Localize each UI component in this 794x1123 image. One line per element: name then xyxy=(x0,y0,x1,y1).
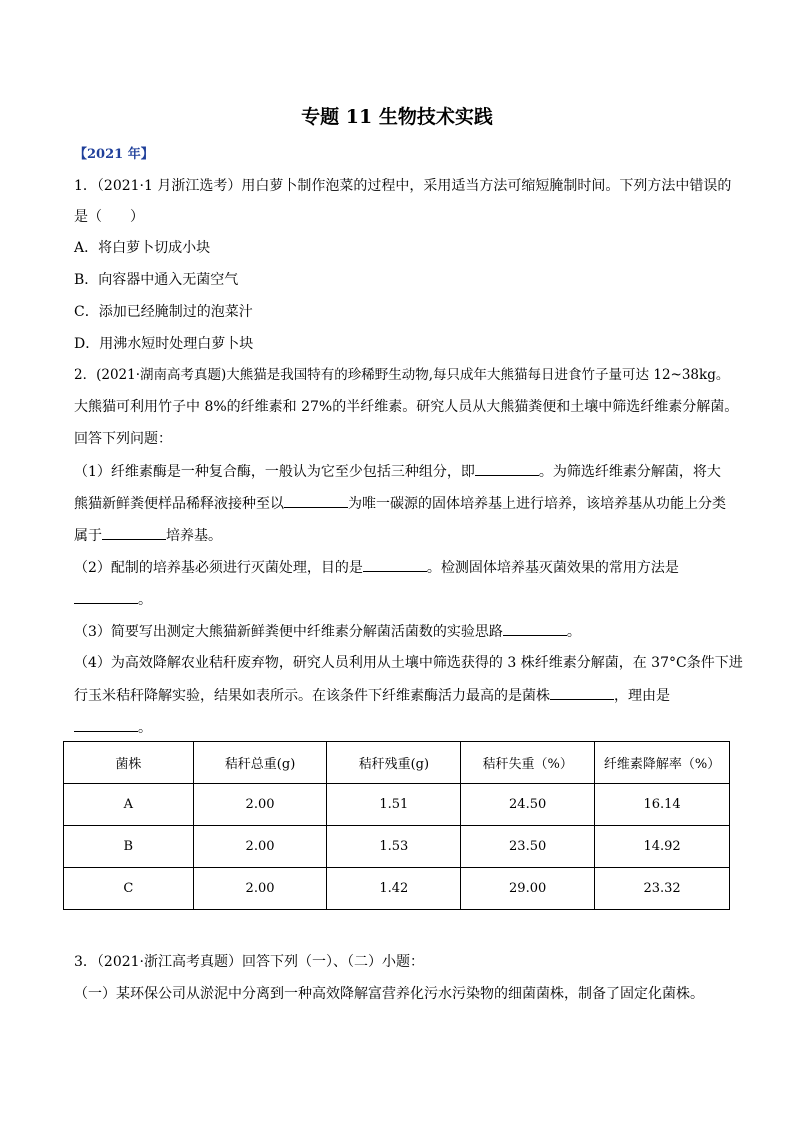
answer-blank[interactable] xyxy=(102,525,166,540)
q2-part1-line-2 xyxy=(74,493,726,514)
table-cell: 1.42 xyxy=(327,868,461,910)
q2-stem-line-3: 回答下列问题： xyxy=(74,431,172,447)
q1-option-a: A．将白萝卜切成小块 xyxy=(74,240,211,256)
section-heading: 【2021 年】 xyxy=(74,147,154,162)
q2-part4-line-2 xyxy=(74,685,670,706)
answer-blank[interactable] xyxy=(475,461,539,476)
q2-part1-text-e: 属于 xyxy=(74,528,102,544)
q2-part3-text-a: （3）简要写出测定大熊猫新鲜粪便中纤维素分解菌活菌数的实验思路 xyxy=(74,624,503,640)
table-header-cell: 菌株 xyxy=(64,742,194,784)
table-cell: 14.92 xyxy=(595,826,730,868)
table-header-cell: 纤维素降解率（%） xyxy=(595,742,730,784)
table-cell: C xyxy=(64,868,194,910)
q2-part4-line-3 xyxy=(74,717,152,738)
table-cell: 16.14 xyxy=(595,784,730,826)
table-row xyxy=(64,826,730,868)
q1-option-d: D．用沸水短时处理白萝卜块 xyxy=(74,336,254,352)
q2-part2-text-a: （2）配制的培养基必须进行灭菌处理，目的是 xyxy=(74,560,363,576)
results-table xyxy=(63,741,730,910)
q2-part1-text-b: 。为筛选纤维素分解菌，将大 xyxy=(538,464,721,480)
table-header-cell: 秸秆失重（%） xyxy=(461,742,595,784)
q2-part1-text-c: 熊猫新鲜粪便样品稀释液接种至以 xyxy=(74,496,284,512)
table-cell: B xyxy=(64,826,194,868)
q2-part1-line-1 xyxy=(74,461,721,482)
table-cell: 1.53 xyxy=(327,826,461,868)
table-cell: 1.51 xyxy=(327,784,461,826)
table-cell: 23.50 xyxy=(461,826,595,868)
q2-part1-text-a: （1）纤维素酶是一种复合酶，一般认为它至少包括三种组分，即 xyxy=(74,464,475,480)
q2-part4-text-c: ，理由是 xyxy=(614,688,670,704)
q3-stem-line-1: 3．（2021·浙江高考真题）回答下列（一）、（二）小题： xyxy=(74,954,424,970)
q1-stem-line-1: 1．（2021·1 月浙江选考）用白萝卜制作泡菜的过程中，采用适当方法可缩短腌制时间。下列方法中错误的 xyxy=(74,178,732,194)
q2-part2-text-c: 。 xyxy=(138,592,152,608)
q2-part1-line-3 xyxy=(74,525,222,546)
answer-blank[interactable] xyxy=(74,717,138,732)
q2-stem-line-2: 大熊猫可利用竹子中 8%的纤维素和 27%的半纤维素。研究人员从大熊猫粪便和土壤中筛选纤维素分解菌。 xyxy=(74,399,739,415)
q1-option-b: B．向容器中通入无菌空气 xyxy=(74,272,239,288)
q1-option-c: C．添加已经腌制过的泡菜汁 xyxy=(74,304,253,320)
answer-blank[interactable] xyxy=(74,589,138,604)
table-header-cell: 秸秆残重(g) xyxy=(327,742,461,784)
q2-part1-text-d: 为唯一碳源的固体培养基上进行培养，该培养基从功能上分类 xyxy=(348,496,726,512)
answer-blank[interactable] xyxy=(284,493,348,508)
q2-part3-text-b: 。 xyxy=(566,624,581,640)
table-cell: 2.00 xyxy=(193,784,327,826)
answer-blank[interactable] xyxy=(363,557,427,572)
table-header-cell: 秸秆总重(g) xyxy=(193,742,327,784)
table-header-row xyxy=(64,742,730,784)
table-cell: 23.32 xyxy=(595,868,730,910)
q2-part3-line xyxy=(74,621,581,642)
q2-part4-text-d: 。 xyxy=(138,720,152,736)
q2-part4-text-b: 行玉米秸秆降解实验，结果如表所示。在该条件下纤维素酶活力最高的是菌株 xyxy=(74,688,550,704)
answer-blank[interactable] xyxy=(503,621,567,636)
table-cell: 2.00 xyxy=(193,826,327,868)
table-cell: 24.50 xyxy=(461,784,595,826)
answer-blank[interactable] xyxy=(550,685,614,700)
table-row xyxy=(64,784,730,826)
q1-stem-line-2: 是（ ） xyxy=(74,209,144,225)
table-row xyxy=(64,868,730,910)
page-title: 专题 11 生物技术实践 xyxy=(301,106,493,128)
q2-part2-text-b: 。检测固体培养基灭菌效果的常用方法是 xyxy=(426,560,679,576)
table-cell: 29.00 xyxy=(461,868,595,910)
q3-stem-line-2: （一）某环保公司从淤泥中分离到一种高效降解富营养化污水污染物的细菌菌株，制备了固定化菌株。 xyxy=(74,986,704,1002)
q2-part2-line-1 xyxy=(74,557,679,578)
table-cell: A xyxy=(64,784,194,826)
q2-part4-line-1: （4）为高效降解农业秸秆废弃物，研究人员利用从土壤中筛选获得的 3 株纤维素分解菌，在 37°C条件下进 xyxy=(74,655,743,671)
table-cell: 2.00 xyxy=(193,868,327,910)
q2-stem-line-1: 2．(2021·湖南高考真题)大熊猫是我国特有的珍稀野生动物,每只成年大熊猫每日进食竹子量可达 12~38kg。 xyxy=(74,367,730,383)
q2-part2-line-2 xyxy=(74,589,152,610)
q2-part1-text-f: 培养基。 xyxy=(166,528,222,544)
